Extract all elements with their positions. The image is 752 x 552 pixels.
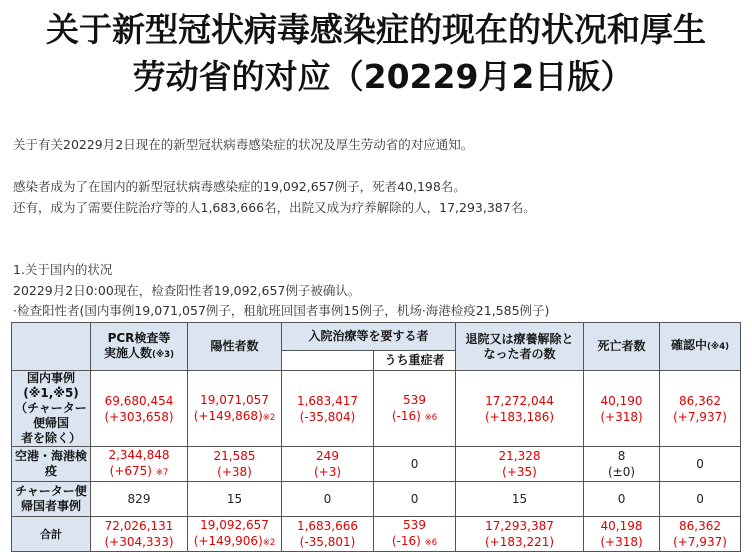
cell-pcr: 69,680,454 (+303,658) [91, 371, 188, 447]
row-label-domestic: 国内事例(※1,※5) （チャーター便帰国 者を除く） [12, 371, 91, 447]
cell-discharged: 21,328 (+35) [456, 447, 584, 482]
header-hospital-blank [282, 351, 374, 371]
cell-severe: 0 [374, 447, 456, 482]
cell-hospital: 1,683,417 (-35,804) [282, 371, 374, 447]
table-row [12, 371, 741, 447]
cell-confirming: 0 [660, 482, 741, 517]
section-line-1: 20229月2日0:00现在，检查阳性者19,092,657例子被确认。 [13, 283, 361, 298]
cell-pcr: 2,344,848 (+675) ※7 [91, 447, 188, 482]
table-row [12, 482, 741, 517]
title-line-1: 关于新型冠状病毒感染症的现在的状况和厚生 [46, 10, 706, 49]
cell-confirming: 86,362 (+7,937) [660, 517, 741, 552]
intro-text: 关于有关20229月2日现在的新型冠状病毒感染症的状况及厚生劳动省的对应通知。 [13, 137, 474, 152]
header-discharged: 退院又は療養解除と なった者の数 [456, 323, 584, 371]
stats-table [11, 322, 741, 552]
row-label-total: 合計 [12, 517, 91, 552]
cell-positive: 19,071,057 (+149,868)※2 [188, 371, 282, 447]
header-corner [12, 323, 91, 371]
cell-deaths: 40,190 (+318) [584, 371, 660, 447]
cell-pcr: 72,026,131 (+304,333) [91, 517, 188, 552]
cell-severe: 539 (-16) ※6 [374, 371, 456, 447]
header-pcr: PCR検査等 実施人数(※3) [91, 323, 188, 371]
cell-deaths: 8 (±0) [584, 447, 660, 482]
cell-hospital: 0 [282, 482, 374, 517]
header-severe: うち重症者 [374, 351, 456, 371]
cell-discharged: 17,272,044 (+183,186) [456, 371, 584, 447]
cell-discharged: 15 [456, 482, 584, 517]
table-row [12, 447, 741, 482]
cell-positive: 21,585 (+38) [188, 447, 282, 482]
summary-hospital: 还有，成为了需要住院治疗等的人1,683,666名，出院又成为疗养解除的人，17,293,387名。 [13, 200, 536, 215]
section-heading: 1.关于国内的状况 [13, 262, 113, 277]
cell-positive: 19,092,657 (+149,906)※2 [188, 517, 282, 552]
cell-discharged: 17,293,387 (+183,221) [456, 517, 584, 552]
cell-confirming: 86,362 (+7,937) [660, 371, 741, 447]
cell-deaths: 40,198 (+318) [584, 517, 660, 552]
cell-severe: 539 (-16) ※6 [374, 517, 456, 552]
cell-hospital: 249 (+3) [282, 447, 374, 482]
cell-deaths: 0 [584, 482, 660, 517]
row-label-quarantine: 空港・海港検疫 [12, 447, 91, 482]
cell-positive: 15 [188, 482, 282, 517]
cell-hospital: 1,683,666 (-35,801) [282, 517, 374, 552]
row-label-charter: チャーター便 帰国者事例 [12, 482, 91, 517]
cell-severe: 0 [374, 482, 456, 517]
summary-infected: 感染者成为了在国内的新型冠状病毒感染症的19,092,657例子，死者40,198名。 [13, 179, 466, 194]
header-positive: 陽性者数 [188, 323, 282, 371]
header-deaths: 死亡者数 [584, 323, 660, 371]
cell-pcr: 829 [91, 482, 188, 517]
title-line-2: 劳动省的对应（20229月2日版） [132, 57, 634, 96]
cell-confirming: 0 [660, 447, 741, 482]
section-line-2: ·检查阳性者(国内事例19,071,057例子，租航班回国者事例15例子，机场·海港检疫21,585例子) [13, 303, 550, 318]
table-row-total [12, 517, 741, 552]
page-title [0, 6, 752, 100]
header-hospital: 入院治療等を要する者 [282, 323, 456, 351]
header-confirming: 確認中(※4) [660, 323, 741, 371]
